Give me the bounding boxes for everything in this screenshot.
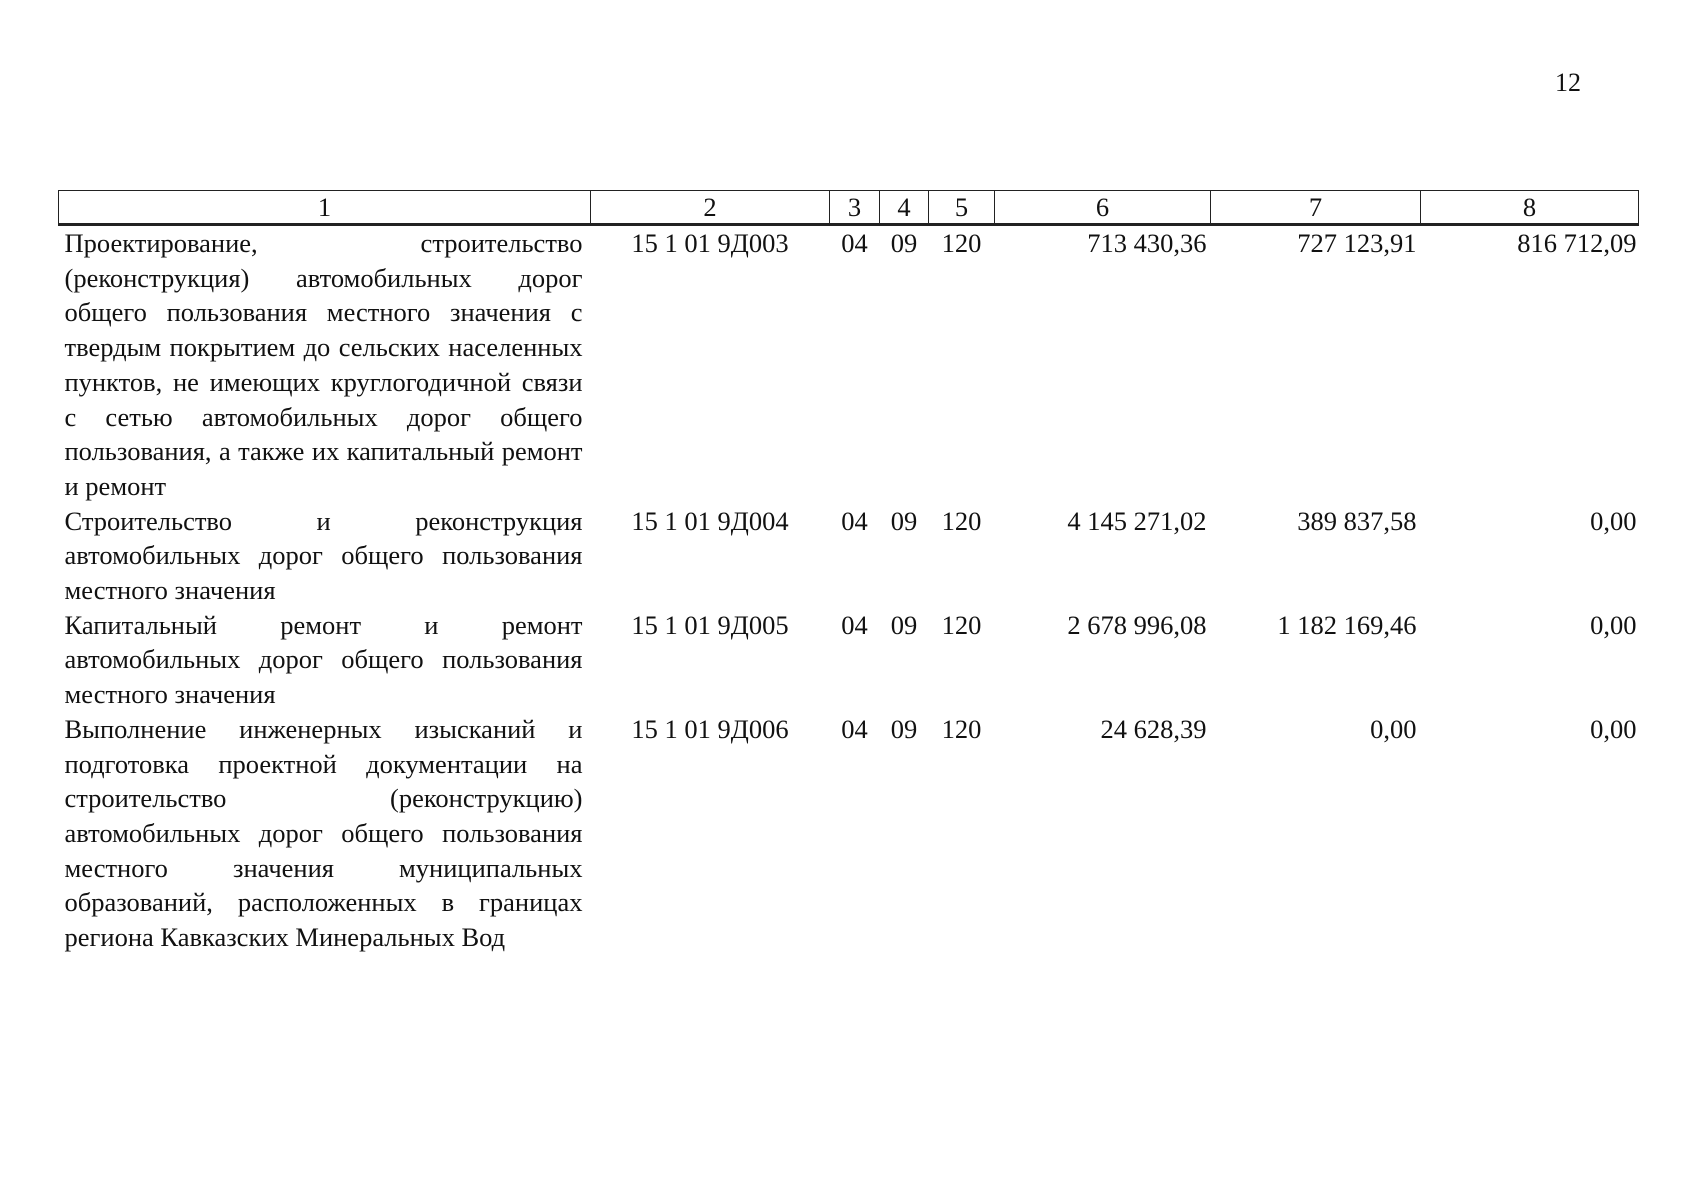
row-code: 15 1 01 9Д003 bbox=[631, 228, 789, 258]
row-col8: 816 712,09 bbox=[1517, 228, 1637, 258]
row-col5: 120 bbox=[941, 609, 982, 640]
row-col4: 09 bbox=[890, 505, 918, 536]
row-col3: 04 bbox=[841, 713, 868, 744]
column-header-6: 6 bbox=[995, 191, 1211, 225]
row-col3: 04 bbox=[841, 609, 868, 640]
table-row bbox=[59, 608, 1639, 712]
row-col6: 4 145 271,02 bbox=[1067, 505, 1207, 536]
table-header-row bbox=[59, 191, 1639, 225]
column-header-5: 5 bbox=[929, 191, 995, 225]
row-col8: 0,00 bbox=[1590, 505, 1637, 536]
column-header-3: 3 bbox=[830, 191, 880, 225]
row-col7: 1 182 169,46 bbox=[1277, 609, 1417, 640]
row-col5: 120 bbox=[941, 713, 982, 744]
row-name: Выполнение инженерных изысканий и подготовка проектной документации на строительство (реконструкцию) автомобильных дорог общего пользования местного значения муниципальных образований, расположенных в границах региона Кавказских Минеральных Вод bbox=[64, 713, 583, 953]
row-col8: 0,00 bbox=[1590, 609, 1637, 640]
row-name: Капитальный ремонт и ремонт автомобильных дорог общего пользования местного значения bbox=[64, 609, 583, 710]
column-header-4: 4 bbox=[880, 191, 929, 225]
row-col6: 24 628,39 bbox=[1100, 713, 1207, 744]
row-code: 15 1 01 9Д005 bbox=[631, 609, 789, 640]
column-header-1: 1 bbox=[59, 191, 591, 225]
row-col5: 120 bbox=[941, 505, 982, 536]
column-header-7: 7 bbox=[1211, 191, 1421, 225]
table-row bbox=[59, 225, 1639, 504]
row-col4: 09 bbox=[890, 713, 918, 744]
table-row bbox=[59, 504, 1639, 608]
row-name: Строительство и реконструкция автомобильных дорог общего пользования местного значения bbox=[64, 505, 583, 606]
row-name: Проектирование, строительство (реконструкция) автомобильных дорог общего пользования местного значения с твердым покрытием до сельских населенных пунктов, не имеющих круглогодичной связи с сетью автомобильных дорог общего пользования, а также их капитальный ремонт и ремонт bbox=[64, 228, 583, 501]
row-col4: 09 bbox=[890, 609, 918, 640]
column-header-2: 2 bbox=[591, 191, 830, 225]
budget-table bbox=[58, 190, 1639, 955]
column-header-8: 8 bbox=[1421, 191, 1639, 225]
row-code: 15 1 01 9Д006 bbox=[631, 713, 789, 744]
row-col7: 0,00 bbox=[1370, 713, 1417, 744]
row-col8: 0,00 bbox=[1590, 713, 1637, 744]
row-col6: 2 678 996,08 bbox=[1067, 609, 1207, 640]
row-col7: 727 123,91 bbox=[1297, 228, 1417, 258]
row-code: 15 1 01 9Д004 bbox=[631, 505, 789, 536]
page-number: 12 bbox=[1555, 68, 1581, 97]
row-col4: 09 bbox=[890, 228, 918, 258]
row-col5: 120 bbox=[941, 228, 982, 258]
table-row bbox=[59, 712, 1639, 955]
row-col3: 04 bbox=[841, 505, 868, 536]
row-col6: 713 430,36 bbox=[1087, 228, 1207, 258]
row-col3: 04 bbox=[841, 228, 868, 258]
row-col7: 389 837,58 bbox=[1297, 505, 1417, 536]
